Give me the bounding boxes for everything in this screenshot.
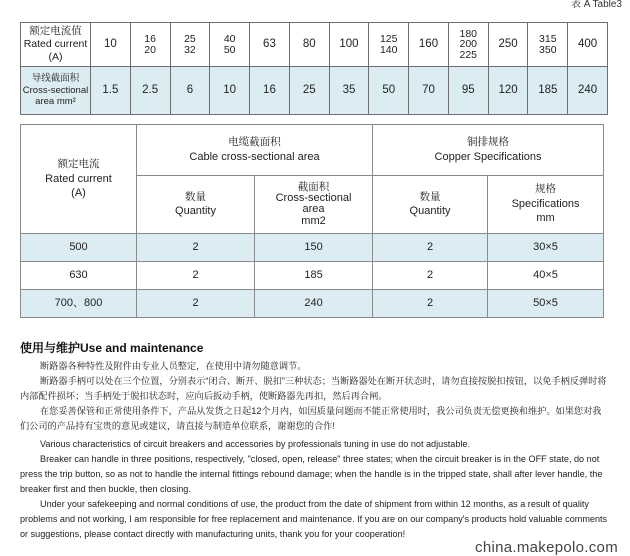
cable-area-value: 150: [255, 234, 373, 262]
area-cell: 10: [210, 67, 250, 115]
current-cell: 10: [91, 23, 131, 67]
copper-spec-value: 40×5: [488, 262, 604, 290]
rated-value: 630: [21, 262, 137, 290]
current-cell: 25 32: [170, 23, 210, 67]
area-cell: 6: [170, 67, 210, 115]
copper-qty-value: 2: [373, 290, 488, 318]
area-cell: 70: [409, 67, 449, 115]
table-row: [21, 234, 604, 262]
zh-paragraph-2: 断路器手柄可以处在三个位置，分别表示“闭合、断开、脱扣”三种状态；当断路器处在断开状态时，请勿直接按脱扣按钮，以免手柄反弹时将内部配件损坏；当手柄处于脱扣状态时，应向后扳动手柄，使断路器先再扣，然后再合闸。: [20, 376, 607, 401]
area-cell: 95: [448, 67, 488, 115]
copper-spec-value: 50×5: [488, 290, 604, 318]
zh-paragraph-1: 断路器各种特性及附件由专业人员整定，在使用中请勿随意调节。: [40, 361, 307, 371]
table-row: [21, 262, 604, 290]
area-label-unit: area mm²: [35, 96, 76, 108]
area-header: [21, 67, 91, 115]
copper-quantity-zh: 数量: [419, 190, 441, 203]
copper-quantity-header: [373, 176, 488, 234]
cross-section-en-1: Cross-sectional: [275, 191, 352, 204]
spec-en: Specifications: [511, 198, 580, 211]
area-cell: 35: [329, 67, 369, 115]
en-paragraph-1: Various characteristics of circuit breakers and accessories by professionals tuning in use do not adjustable.: [40, 439, 470, 449]
cross-section-zh: 截面积: [297, 180, 330, 193]
area-cell: 185: [528, 67, 568, 115]
current-cell: 100: [329, 23, 369, 67]
cable-area-value: 185: [255, 262, 373, 290]
area-cell: 50: [369, 67, 409, 115]
watermark: china.makepolo.com: [475, 539, 618, 556]
current-cell: 250: [488, 23, 528, 67]
rated-current-zh: 额定电流: [57, 157, 100, 170]
current-cell: 315 350: [528, 23, 568, 67]
current-cell: 160: [409, 23, 449, 67]
table-caption-note: 表 A Table3: [571, 0, 622, 10]
cable-qty-value: 2: [137, 234, 255, 262]
table-row: [21, 290, 604, 318]
rated-current-header: [21, 23, 91, 67]
area-label-en: Cross-sectional: [22, 84, 89, 96]
cable-area-value: 240: [255, 290, 373, 318]
area-cell: 25: [289, 67, 329, 115]
rated-current-label-en: Rated current: [23, 37, 88, 50]
copper-qty-value: 2: [373, 234, 488, 262]
cross-section-unit: mm2: [301, 214, 326, 227]
copper-spec-size-header: [488, 176, 604, 234]
copper-spec-value: 30×5: [488, 234, 604, 262]
copper-spec-en: Copper Specifications: [434, 150, 542, 163]
rated-current-header: [21, 125, 137, 234]
rated-current-en: Rated current: [45, 172, 112, 185]
cable-cross-section-header: [255, 176, 373, 234]
en-paragraph-3: Under your safekeeping and normal conditions of use, the product from the date of shipment from within 12 months, as a result of quality problems and not working, I am responsible for free replacement and maintenance. If you are on our company's products hold valuable comments or suggestions, please contact directly with manufacturing units, thank you for your cooperation!: [20, 499, 608, 539]
cable-area-header: [137, 125, 373, 176]
cable-quantity-zh: 数量: [185, 190, 206, 203]
current-cell: 80: [289, 23, 329, 67]
rated-current-label-zh: 额定电流值: [29, 24, 82, 37]
rated-value: 700、800: [21, 290, 137, 318]
area-cell: 120: [488, 67, 528, 115]
current-cell: 125 140: [369, 23, 409, 67]
cable-quantity-en: Quantity: [175, 205, 216, 218]
area-label-zh: 导线截面积: [31, 72, 80, 84]
cable-copper-spec-table: [20, 124, 604, 318]
area-cell: 1.5: [91, 67, 131, 115]
cable-area-zh: 电缆截面积: [228, 136, 281, 149]
table2-header-row-1: [21, 125, 604, 176]
current-cell: 63: [250, 23, 290, 67]
section-title: 使用与维护Use and maintenance: [20, 341, 204, 355]
zh-paragraph-3: 在您妥善保管和正常使用条件下，产品从发货之日起12个月内，如因质量问题而不能正常使用时，我公司负责无偿更换和维护。如果您对我们公司的产品持有宝贵的意见或建议，请直接与制造单位联系，谢谢您的合作!: [20, 406, 602, 431]
rated-current-unit: (A): [71, 186, 86, 199]
copper-qty-value: 2: [373, 262, 488, 290]
area-cell: 16: [250, 67, 290, 115]
cable-quantity-header: [137, 176, 255, 234]
area-cell: 240: [568, 67, 608, 115]
rated-value: 500: [21, 234, 137, 262]
copper-quantity-en: Quantity: [409, 205, 451, 218]
current-cell: 16 20: [130, 23, 170, 67]
area-row: [21, 67, 608, 115]
current-cell: 40 50: [210, 23, 250, 67]
current-cell: 400: [568, 23, 608, 67]
copper-spec-header: [373, 125, 604, 176]
rated-current-unit: (A): [48, 51, 63, 64]
copper-spec-zh: 铜排规格: [467, 136, 510, 149]
cable-area-en: Cable cross-sectional area: [189, 150, 320, 163]
current-cell: 180 200 225: [448, 23, 488, 67]
en-paragraph-2: Breaker can handle in three positions, respectively, "closed, open, release" three states; when the circuit breaker is in the OFF state, do not press the trip button, so as not to handle the internal fittings rebound damage; when the handle is in the tripped state, shall after lever handle, the breaker first and then buckle, then closing.: [20, 454, 603, 494]
area-cell: 2.5: [130, 67, 170, 115]
cross-section-en-2: area: [302, 203, 325, 216]
spec-unit: mm: [536, 212, 555, 225]
rated-current-area-table: [20, 22, 608, 115]
spec-zh: 规格: [535, 183, 557, 196]
cable-qty-value: 2: [137, 290, 255, 318]
cable-qty-value: 2: [137, 262, 255, 290]
rated-current-row: [21, 23, 608, 67]
